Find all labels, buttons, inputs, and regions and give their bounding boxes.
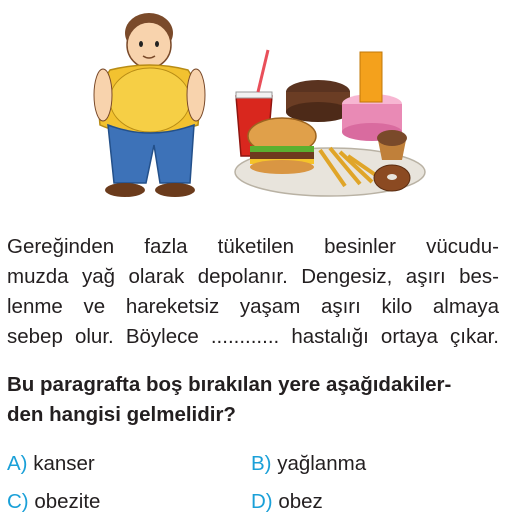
option-text: kanser [33,452,95,475]
question-line: den hangisi gelmelidir? [7,403,236,426]
question [7,370,499,430]
paragraph-line: sebep olur. Böylece ............ hastalığı ortaya çıkar. [7,325,499,348]
illustration [0,0,507,225]
junk-food-plate-icon [235,50,425,196]
option-letter: C) [7,490,29,513]
paragraph-line: Gereğinden fazla tüketilen besinler vücudu- [7,235,499,258]
option-c[interactable] [7,489,100,515]
option-d[interactable] [251,489,323,515]
option-text: obezite [34,490,101,513]
question-line: Bu paragrafta boş bırakılan yere aşağıdakiler- [7,373,452,396]
overweight-boy-icon [94,13,205,197]
paragraph-line: lenme ve hareketsiz yaşam aşırı kilo almaya [7,295,499,318]
option-b[interactable] [251,451,366,477]
option-letter: A) [7,452,28,475]
option-letter: B) [251,452,272,475]
option-text: yağlanma [277,452,367,475]
paragraph-line: muzda yağ olarak depolanır. Dengesiz, aşırı bes- [7,265,499,288]
option-a[interactable] [7,451,95,477]
paragraph [7,232,499,352]
option-text: obez [278,490,323,513]
option-letter: D) [251,490,273,513]
